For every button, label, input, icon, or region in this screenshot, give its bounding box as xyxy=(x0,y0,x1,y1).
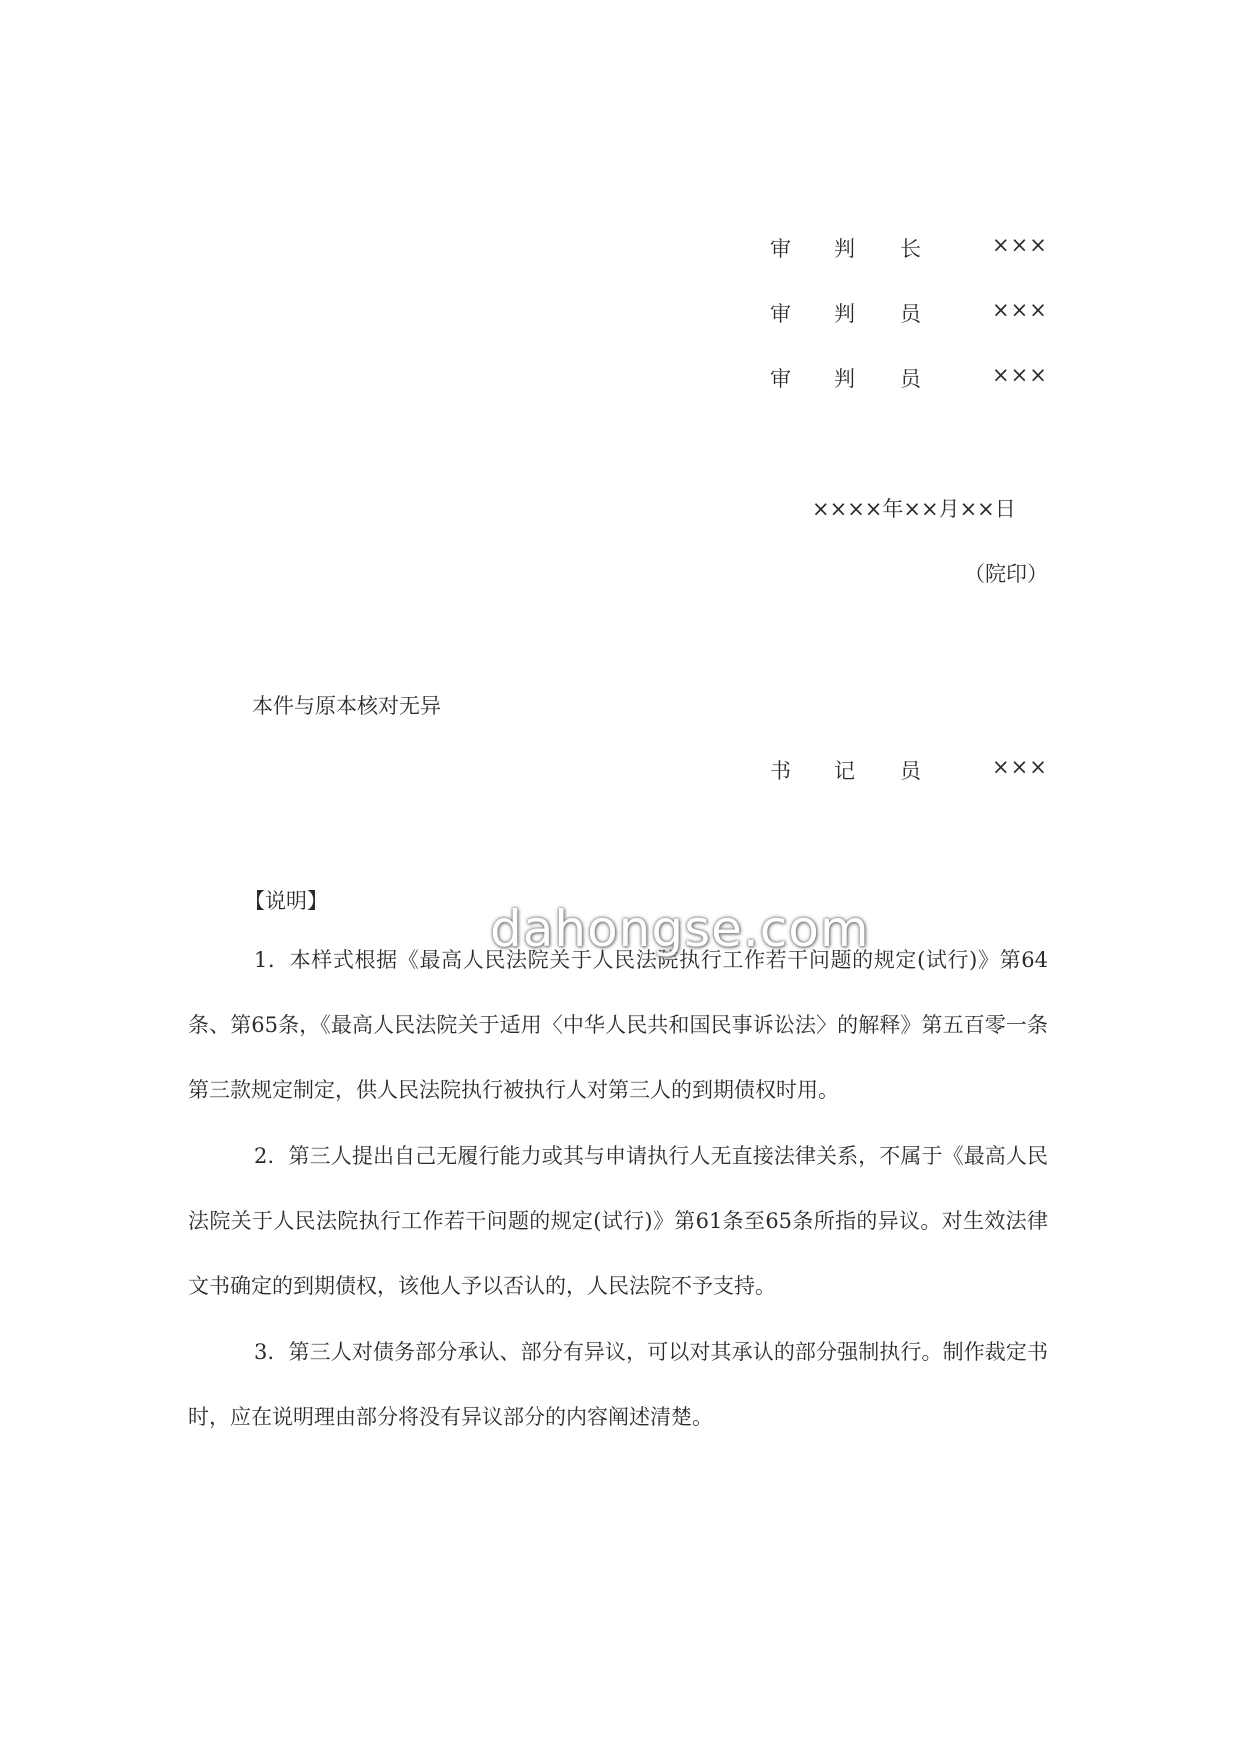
signer-name: ××× xyxy=(992,755,1048,779)
title-char: 员 xyxy=(900,367,921,391)
title-char: 书 xyxy=(770,759,791,783)
signature-judge-2 xyxy=(770,363,1060,403)
title-char: 员 xyxy=(900,759,921,783)
signer-name: ××× xyxy=(992,298,1048,322)
explanation-paragraph-3: 3．第三人对债务部分承认、部分有异议，可以对其承认的部分强制执行。制作裁定书时，应在说明理由部分将没有异议部分的内容阐述清楚。 xyxy=(188,1340,1048,1429)
signer-name: ××× xyxy=(992,363,1048,387)
explanation-paragraph-2: 2．第三人提出自己无履行能力或其与申请执行人无直接法律关系，不属于《最高人民法院关于人民法院执行工作若干问题的规定(试行)》第61条至65条所指的异议。对生效法律文书确定的到期债权，该他人予以否认的，人民法院不予支持。 xyxy=(188,1144,1048,1298)
verification-note: 本件与原本核对无异 xyxy=(252,694,441,718)
title-char: 员 xyxy=(900,302,921,326)
title-char: 判 xyxy=(834,367,855,391)
title-char: 判 xyxy=(834,302,855,326)
title-char: 记 xyxy=(834,759,855,783)
signature-judge-1 xyxy=(770,298,1060,338)
title-char: 审 xyxy=(770,367,791,391)
title-char: 审 xyxy=(770,237,791,261)
explanation-paragraph-1: 1．本样式根据《最高人民法院关于人民法院执行工作若干问题的规定(试行)》第64条、第65条，《最高人民法院关于适用〈中华人民共和国民事诉讼法〉的解释》第五百零一条第三款规定制定，供人民法院执行被执行人对第三人的到期债权时用。 xyxy=(188,948,1048,1102)
signature-presiding-judge xyxy=(770,233,1060,273)
signature-clerk xyxy=(770,755,1060,795)
document-date: ××××年××月××日 xyxy=(812,497,1016,521)
title-char: 长 xyxy=(900,237,921,261)
signer-name: ××× xyxy=(992,233,1048,257)
court-seal-note: （院印） xyxy=(964,562,1048,586)
watermark: dahongse.com xyxy=(490,900,870,958)
title-char: 判 xyxy=(834,237,855,261)
title-char: 审 xyxy=(770,302,791,326)
explanation-heading: 【说明】 xyxy=(244,889,328,913)
